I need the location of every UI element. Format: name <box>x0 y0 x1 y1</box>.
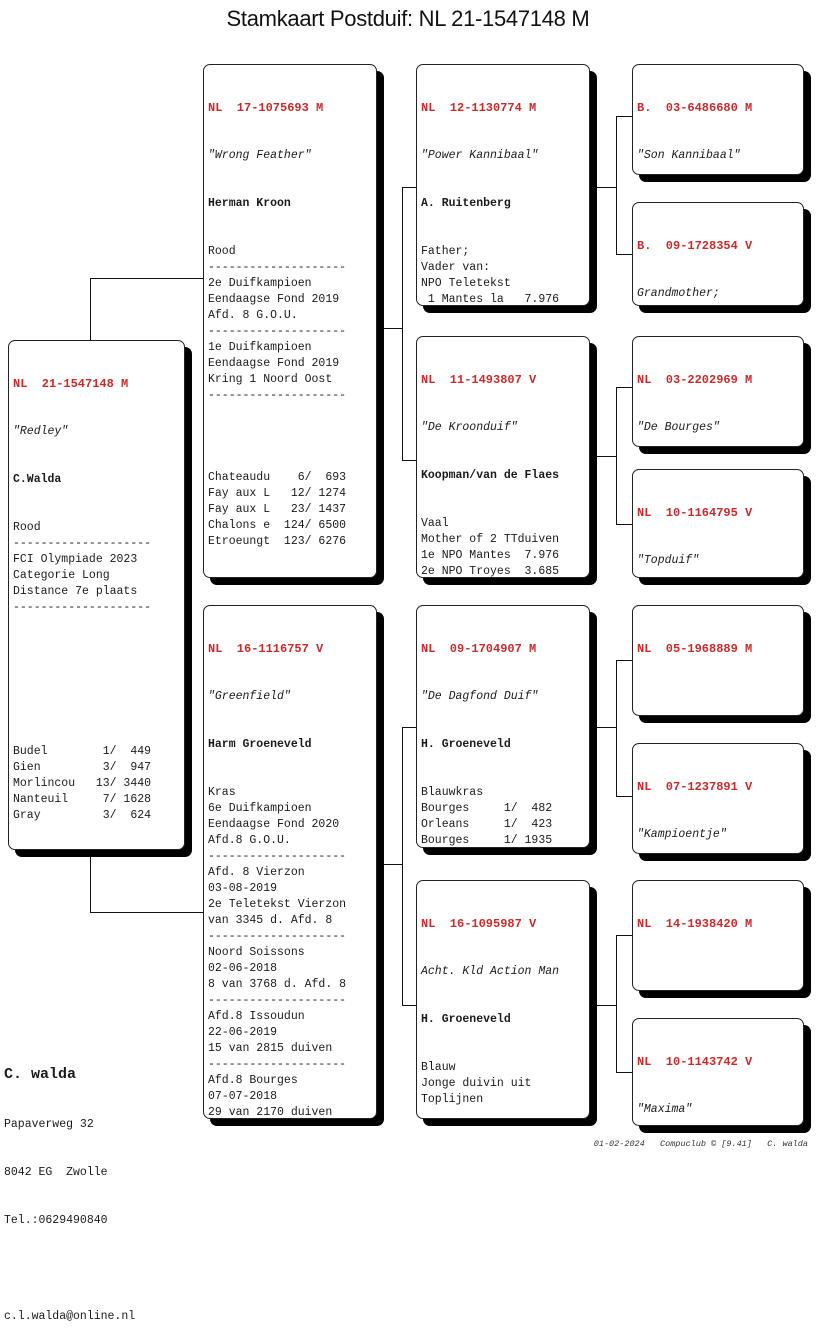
card-line: Kring 1 Noord Oost <box>208 373 333 386</box>
ring-number: B. 09-1728354 V <box>637 239 753 253</box>
ring-number: NL 10-1143742 V <box>637 1055 753 1069</box>
ring-number: NL 17-1075693 M <box>208 101 324 115</box>
card-line: 07-07-2018 <box>208 1090 278 1103</box>
connector <box>90 278 91 341</box>
card-line: van 3345 d. Afd. 8 <box>208 914 333 927</box>
pigeon-nickname: "Maxima" <box>637 1103 693 1116</box>
connector <box>616 660 617 796</box>
card-lines <box>421 785 589 848</box>
pigeon-nickname: "De Dagfond Duif" <box>421 690 539 703</box>
card-line: 29 van 2170 duiven <box>208 1106 333 1119</box>
pigeon-card-mmf[interactable] <box>632 880 804 991</box>
pigeon-nickname: "De Bourges" <box>637 421 720 434</box>
pigeon-card-mother-father[interactable] <box>416 605 590 848</box>
card-line: Vaal <box>421 517 449 530</box>
card-line: 1e NPO Mantes 7.976 <box>421 549 560 562</box>
owner-city: 8042 EG Zwolle <box>4 1166 108 1179</box>
pigeon-card-mff[interactable] <box>632 605 804 716</box>
card-line: Rood <box>208 245 236 258</box>
card-line: 1e Duifkampioen <box>208 341 312 354</box>
card-line: Blauw <box>421 1061 456 1074</box>
pigeon-card-father-father[interactable] <box>416 64 590 306</box>
connector <box>376 328 402 329</box>
card-line: Eendaagse Fond 2020 <box>208 818 340 831</box>
pigeon-card-fmm[interactable] <box>632 469 804 578</box>
pigeon-nickname <box>637 964 803 980</box>
breeder-name: A. Ruitenberg <box>421 197 511 210</box>
ring-number: NL 03-2202969 M <box>637 373 753 387</box>
card-line: NPO Teletekst <box>421 277 511 290</box>
card-line: Gien 3/ 947 <box>13 761 152 774</box>
breeder-name: Harm Groeneveld <box>208 738 312 751</box>
card-line: Bourges 1/ 482 <box>421 802 553 815</box>
card-lines <box>421 516 589 578</box>
breeder-name: C.Walda <box>13 473 62 486</box>
connector <box>90 278 204 279</box>
card-line: Blauwkras <box>421 786 484 799</box>
pigeon-card-subject[interactable] <box>8 340 185 850</box>
pigeon-nickname: "Kampioentje" <box>637 828 727 841</box>
breeder-name: Koopman/van de Flaes <box>421 469 560 482</box>
connector <box>590 1005 616 1006</box>
card-line: 15 van 2815 duiven <box>208 1042 333 1055</box>
results-list <box>13 744 151 824</box>
connector <box>376 864 402 865</box>
card-line: Jonge duivin uit <box>421 1077 532 1090</box>
card-line: Kras <box>208 786 236 799</box>
breeder-name: H. Groeneveld <box>421 738 511 751</box>
card-line: 02-06-2018 <box>208 962 278 975</box>
ring-number: NL 10-1164795 V <box>637 506 753 520</box>
card-line: -------------------- <box>13 537 152 550</box>
card-line: Distance 7e plaats <box>13 585 138 598</box>
card-line: Chateaudu 6/ 693 <box>208 471 347 484</box>
pigeon-nickname: "Power Kannibaal" <box>421 149 539 162</box>
connector <box>402 727 403 1005</box>
card-line: 6e Duifkampioen <box>208 802 312 815</box>
owner-name: C. walda <box>4 1066 77 1083</box>
connector <box>402 187 403 461</box>
ring-number: NL 11-1493807 V <box>421 373 537 387</box>
connector <box>90 912 204 913</box>
card-lines <box>13 520 184 616</box>
card-line: Afd.8 G.O.U. <box>208 834 291 847</box>
pigeon-card-mfm[interactable] <box>632 743 804 854</box>
ring-number: NL 05-1968889 M <box>637 642 753 656</box>
card-line: Categorie Long <box>13 569 110 582</box>
card-line: 1 Mantes la 7.976 <box>421 293 560 306</box>
pigeon-nickname <box>637 689 803 705</box>
pigeon-nickname: "De Kroonduif" <box>421 421 518 434</box>
card-line: Chalons e 124/ 6500 <box>208 519 347 532</box>
card-line: Noord Soissons <box>208 946 305 959</box>
pigeon-nickname: "Son Kannibaal" <box>637 149 741 162</box>
card-line: 2e NPO Troyes 3.685 <box>421 565 560 578</box>
pigeon-nickname: Acht. Kld Action Man <box>421 965 560 978</box>
pigeon-nickname: "Greenfield" <box>208 690 291 703</box>
ring-number: NL 14-1938420 M <box>637 917 753 931</box>
connector <box>616 387 617 524</box>
results-list <box>208 470 346 550</box>
card-lines <box>208 785 376 1119</box>
pigeon-card-father-mother[interactable] <box>416 336 590 578</box>
card-line: Afd.8 Issoudun <box>208 1010 305 1023</box>
card-line: Eendaagse Fond 2019 <box>208 293 340 306</box>
card-line: Rood <box>13 521 41 534</box>
owner-address: Papaverweg 32 <box>4 1118 94 1131</box>
card-line: -------------------- <box>208 389 347 402</box>
page-title: Stamkaart Postduif: NL 21-1547148 M <box>226 6 590 31</box>
card-line: Mother of 2 TTduiven <box>421 533 560 546</box>
connector <box>590 187 616 188</box>
card-line: 2e Teletekst Vierzon <box>208 898 347 911</box>
card-line: Fay aux L 12/ 1274 <box>208 487 347 500</box>
card-line: Etroeungt 123/ 6276 <box>208 535 347 548</box>
footer-credit: 01-02-2024 Compuclub © [9.41] C. walda <box>593 1139 808 1149</box>
card-line: Afd. 8 Vierzon <box>208 866 305 879</box>
card-line: Fay aux L 23/ 1437 <box>208 503 347 516</box>
pigeon-card-mmm[interactable] <box>632 1018 804 1126</box>
card-line: FCI Olympiade 2023 <box>13 553 138 566</box>
owner-phone: Tel.:0629490840 <box>4 1214 108 1227</box>
card-line: 22-06-2019 <box>208 1026 278 1039</box>
card-line: Afd. 8 G.O.U. <box>208 309 298 322</box>
card-line: Nanteuil 7/ 1628 <box>13 793 152 806</box>
card-line: 03-08-2019 <box>208 882 278 895</box>
card-line: Father; <box>421 245 470 258</box>
card-line: -------------------- <box>13 601 152 614</box>
card-lines <box>421 244 589 306</box>
card-line: Orleans 1/ 423 <box>421 818 553 831</box>
spacer <box>4 1261 135 1277</box>
ring-number: NL 07-1237891 V <box>637 780 753 794</box>
owner-info <box>4 1033 135 1341</box>
card-line: Morlincou 13/ 3440 <box>13 777 152 790</box>
card-line: Budel 1/ 449 <box>13 745 152 758</box>
card-line: Vader van: <box>421 261 491 274</box>
card-line: -------------------- <box>208 325 347 338</box>
pigeon-nickname: "Redley" <box>13 425 69 438</box>
pigeon-card-father[interactable] <box>203 64 377 578</box>
card-line: Gray 3/ 624 <box>13 809 152 822</box>
card-line: -------------------- <box>208 994 347 1007</box>
pigeon-nickname: "Topduif" <box>637 554 700 567</box>
owner-email[interactable]: c.l.walda@online.nl <box>4 1310 136 1323</box>
connector <box>590 727 616 728</box>
card-line: 2e Duifkampioen <box>208 277 312 290</box>
card-line: -------------------- <box>208 261 347 274</box>
pigeon-card-fmf[interactable] <box>632 336 804 447</box>
ring-number: NL 21-1547148 M <box>13 377 129 391</box>
card-line: -------------------- <box>208 930 347 943</box>
pigeon-card-mother[interactable] <box>203 605 377 1119</box>
card-line: 8 van 3768 d. Afd. 8 <box>208 978 347 991</box>
pigeon-card-ffm[interactable] <box>632 202 804 306</box>
card-lines <box>421 1060 589 1108</box>
pigeon-card-fff[interactable] <box>632 64 804 175</box>
connector <box>616 116 617 254</box>
card-line: -------------------- <box>208 1058 347 1071</box>
card-line: Eendaagse Fond 2019 <box>208 357 340 370</box>
card-line: Toplijnen <box>421 1093 484 1106</box>
ring-number: NL 09-1704907 M <box>421 642 537 656</box>
breeder-name: H. Groeneveld <box>421 1013 511 1026</box>
pigeon-card-mother-mother[interactable] <box>416 880 590 1119</box>
pigeon-nickname: "Wrong Feather" <box>208 149 312 162</box>
card-line: Afd.8 Bourges <box>208 1074 298 1087</box>
pigeon-nickname: Grandmother; <box>637 287 720 300</box>
ring-number: NL 16-1095987 V <box>421 917 537 931</box>
connector <box>90 848 91 912</box>
card-line: -------------------- <box>208 850 347 863</box>
connector <box>616 935 617 1072</box>
breeder-name: Herman Kroon <box>208 197 291 210</box>
card-line: Bourges 1/ 1935 <box>421 834 553 847</box>
ring-number: NL 16-1116757 V <box>208 642 324 656</box>
ring-number: NL 12-1130774 M <box>421 101 537 115</box>
card-lines <box>208 244 376 404</box>
connector <box>590 456 616 457</box>
ring-number: B. 03-6486680 M <box>637 101 753 115</box>
